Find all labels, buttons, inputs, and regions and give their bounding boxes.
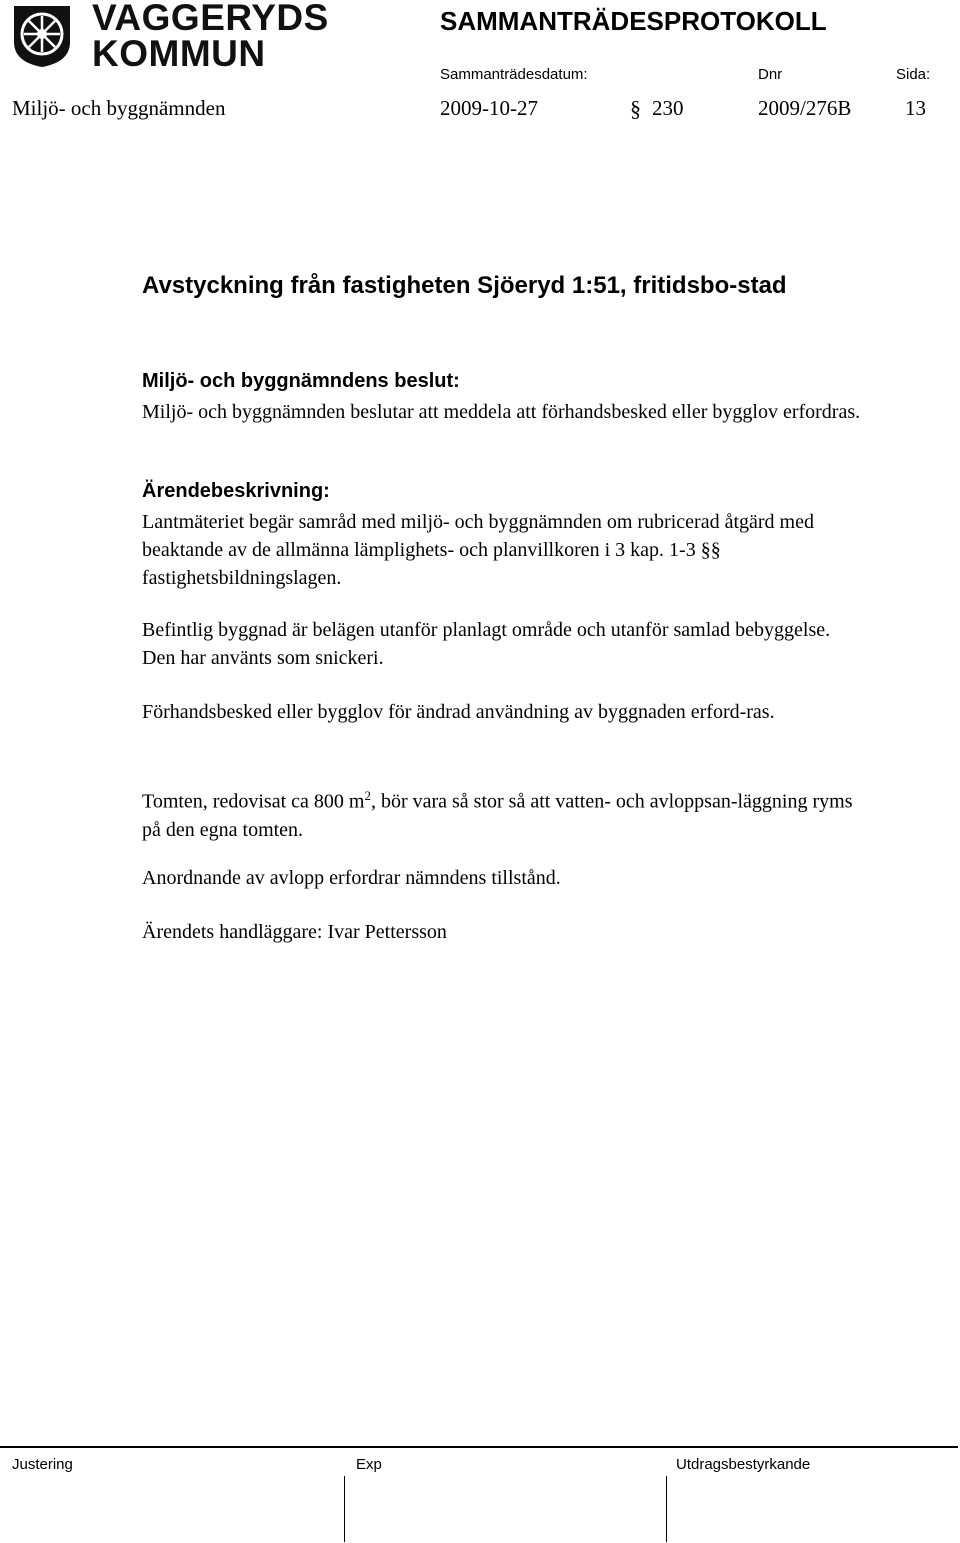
description-paragraph-3: Förhandsbesked eller bygglov för ändrad användning av byggnaden erford-ras. [142, 701, 775, 723]
footer-exp-label: Exp [356, 1456, 382, 1473]
logo-line-1: VAGGERYDS [92, 0, 329, 38]
case-title [142, 268, 842, 304]
meeting-date-label: Sammanträdesdatum: [440, 66, 588, 83]
footer-divider-2 [666, 1476, 667, 1542]
description-paragraph-1: Lantmäteriet begär samråd med miljö- och byggnämnden om rubricerad åtgärd med beaktande av de allmänna lämplighets- och planvillkoren i 3 kap. 1-3 §§ fastighetsbildningslagen. [142, 511, 814, 589]
document-title: SAMMANTRÄDESPROTOKOLL [440, 6, 827, 36]
description-heading: Ärendebeskrivning: [142, 480, 330, 502]
decision-text: Miljö- och byggnämnden beslutar att meddela att förhandsbesked eller bygglov erfordras. [142, 401, 861, 423]
meeting-date: 2009-10-27 [440, 96, 538, 120]
footer-certification-label: Utdragsbestyrkande [676, 1456, 811, 1473]
section-mark: § [630, 96, 641, 121]
page-number: 13 [905, 96, 926, 120]
description-paragraph-2: Befintlig byggnad är belägen utanför planlagt område och utanför samlad bebyggelse. Den har använts som snickeri. [142, 619, 831, 669]
case-title-text: Avstyckning från fastigheten Sjöeryd 1:51, fritidsbo-stad [142, 272, 787, 299]
footer-rule [0, 1446, 958, 1448]
dnr-label: Dnr [758, 66, 783, 83]
municipality-logo-text [92, 0, 329, 72]
dnr-value: 2009/276B [758, 96, 852, 120]
municipality-logo-emblem [10, 4, 74, 68]
decision-heading: Miljö- och byggnämndens beslut: [142, 370, 460, 392]
committee-name: Miljö- och byggnämnden [12, 96, 226, 120]
page-label: Sida: [896, 66, 931, 83]
square-superscript: 2 [364, 788, 371, 803]
logo-line-2: KOMMUN [92, 33, 266, 74]
plot-requirement-text: , bör vara så stor så att vatten- och avloppsan-läggning ryms på den egna tomten. [142, 790, 853, 841]
description-paragraph-4 [142, 782, 862, 844]
footer-adjustment-label: Justering [12, 1456, 73, 1473]
section-number: 230 [652, 96, 684, 120]
footer-divider-1 [344, 1476, 345, 1542]
plot-size-text: Tomten, redovisat ca 800 m [142, 790, 365, 813]
case-officer: Ärendets handläggare: Ivar Pettersson [142, 921, 447, 943]
description-paragraph-5: Anordnande av avlopp erfordrar nämndens tillstånd. [142, 867, 561, 889]
